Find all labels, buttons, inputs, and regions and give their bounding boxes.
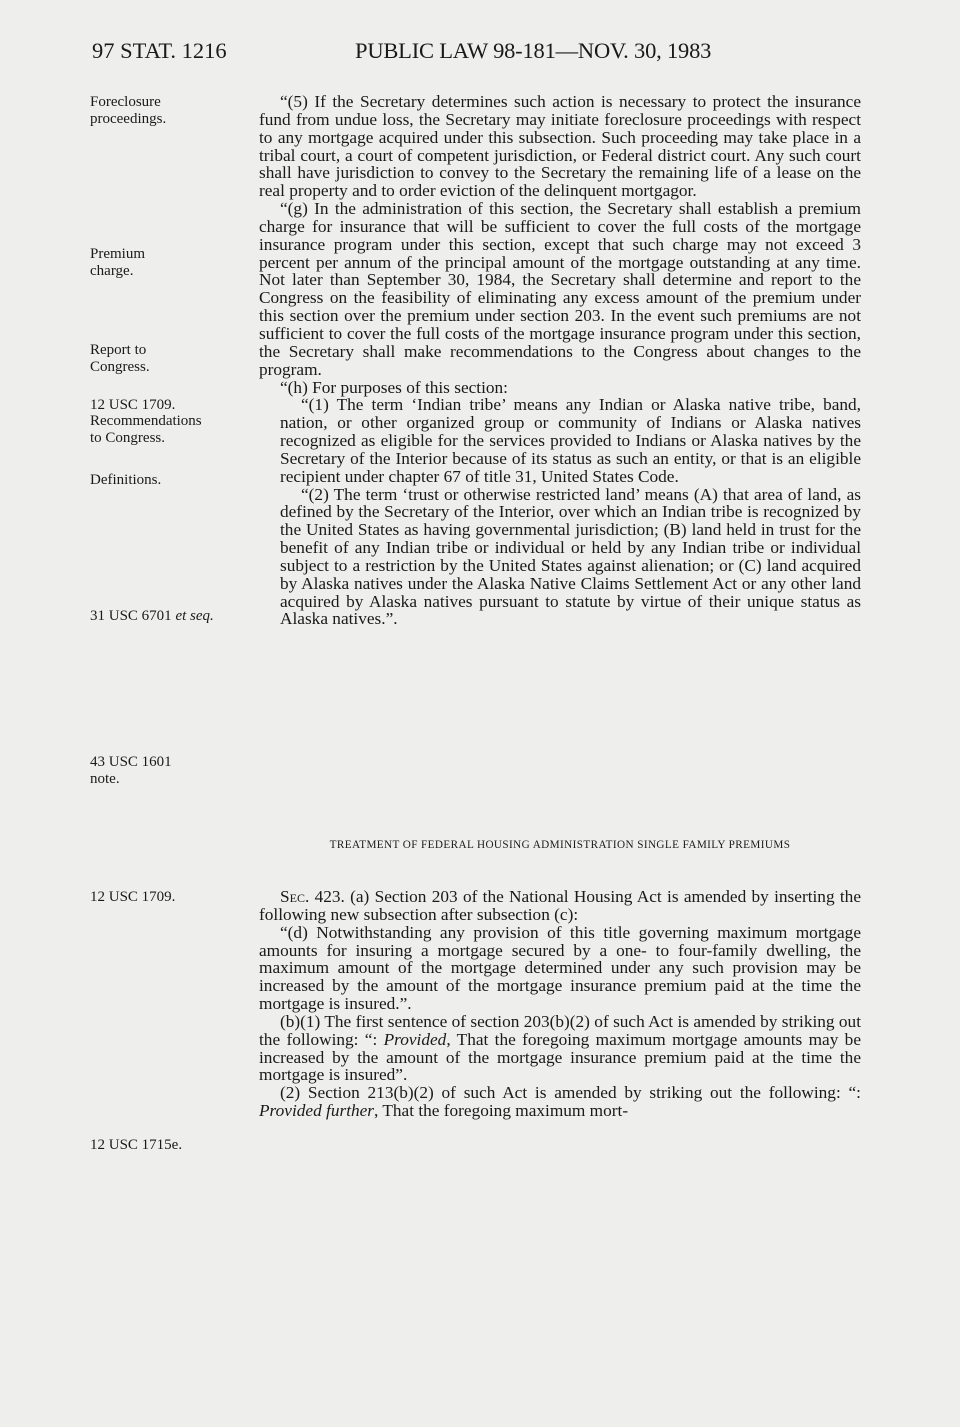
margin-note-recommendations: Recommendations to Congress. xyxy=(90,413,202,446)
paragraph-b1-first-sentence xyxy=(259,1013,861,1084)
statute-text-lower xyxy=(259,888,861,1120)
margin-note-12-usc-1709-b: 12 USC 1709. xyxy=(90,889,176,905)
margin-note-43-usc-1601: 43 USC 1601 note. xyxy=(90,754,172,787)
b1-provided: Provided xyxy=(383,1029,447,1049)
paragraph-g-premium-charge: “(g) In the administration of this section, the Secretary shall establish a premium charge for insurance that will be sufficient to cover the full costs of the mortgage insurance program under this section, except that such charge may not exceed 3 percent per annum of the principal amount of the mortgage outstanding at any time. Not later than September 30, 1984, the Secretary shall determine and report to the Congress on the feasibility of eliminating any excess amount of the premium under this section over the premium under section 203. In the event such premiums are not sufficient to cover the full costs of the mortgage insurance program under this section, the Secretary shall make recommendations to the Congress about changes to the program. xyxy=(259,199,861,379)
statute-text-upper xyxy=(259,93,861,628)
b1-text-a: (b)(1) The first sentence of section 203(b)(2) of such Act is amended by striking out the following: “: xyxy=(259,1011,861,1049)
margin-note-premium-charge: Premium charge. xyxy=(90,246,145,279)
paragraph-5-foreclosure: “(5) If the Secretary determines such action is necessary to protect the insurance fund from undue loss, the Secretary may initiate foreclosure proceedings with respect to any mortgage acquired under this subsection. Such proceeding may take place in a tribal court, a court of competent jurisdiction, or Federal district court. Any such court shall have jurisdiction to convey to the Secretary the remaining life of a lease on the real property and to order eviction of the delinquent mortgagor. xyxy=(259,92,861,201)
paragraph-sec-423 xyxy=(259,888,861,924)
margin-note-foreclosure: Foreclosure proceedings. xyxy=(90,94,167,127)
margin-note-12-usc-1709: 12 USC 1709. xyxy=(90,397,176,413)
citation-et-seq: et seq. xyxy=(175,608,214,624)
margin-note-definitions: Definitions. xyxy=(90,472,162,488)
paragraph-2-section-213 xyxy=(259,1084,861,1120)
public-law-title: PUBLIC LAW 98-181—NOV. 30, 1983 xyxy=(355,38,712,63)
paragraph-h-definitions: “(h) For purposes of this section: xyxy=(280,377,508,397)
s2-text-b: , That the foregoing maximum mort- xyxy=(374,1101,629,1121)
margin-note-report-to-congress: Report to Congress. xyxy=(90,342,150,375)
b1-text-b: , That the foregoing maximum mortgage amounts may be increased by the amount of the mortgage insurance premium paid at the time the mortgage is insured”. xyxy=(259,1029,861,1085)
page-header xyxy=(92,38,860,72)
section-heading: TREATMENT OF FEDERAL HOUSING ADMINISTRATION SINGLE FAMILY PREMIUMS xyxy=(329,839,791,851)
statute-page-number: 97 STAT. 1216 xyxy=(92,38,227,63)
paragraph-h2-restricted-land: “(2) The term ‘trust or otherwise restricted land’ means (A) that area of land, as defined by the Secretary of the Interior, over which an Indian tribe is recognized by the United States as having governmental jurisdiction; (B) land held in trust for the benefit of any Indian tribe or individual or held by any Indian tribe or individual subject to a restriction by the United States against alienation; or (C) land acquired by Alaska natives under the Alaska Native Claims Settlement Act or any other land acquired by Alaska natives pursuant to statute by virtue of their unique status as Alaska natives.”. xyxy=(280,484,861,629)
section-label: Sec. xyxy=(280,887,310,906)
margin-note-12-usc-1715e: 12 USC 1715e. xyxy=(90,1137,183,1153)
s2-provided-further: Provided further xyxy=(259,1101,375,1121)
section-423-text: 423. (a) Section 203 of the National Housing Act is amended by inserting the following new subsection after subsection (c): xyxy=(259,887,861,924)
citation-31-usc-6701: 31 USC 6701 xyxy=(90,608,172,624)
s2-text-a: (2) Section 213(b)(2) of such Act is amended by striking out the following: “: xyxy=(280,1083,861,1103)
margin-note-31-usc-6701 xyxy=(90,608,240,625)
paragraph-h1-indian-tribe: “(1) The term ‘Indian tribe’ means any Indian or Alaska native tribe, band, nation, or other organized group or community of Indians or Alaska natives recognized as eligible for the services provided to Indians or Alaska natives by the Secretary of the Interior because of its status as such an entity, or that is an eligible recipient under chapter 67 of title 31, United States Code. xyxy=(280,395,861,486)
paragraph-d-notwithstanding: “(d) Notwithstanding any provision of this title governing maximum mortgage amounts for insuring a mortgage secured by a one- to four-family dwelling, the maximum amount of the mortgage determined under any such provision may be increased by the amount of the mortgage insurance premium paid at the time the mortgage is insured.”. xyxy=(259,922,861,1014)
